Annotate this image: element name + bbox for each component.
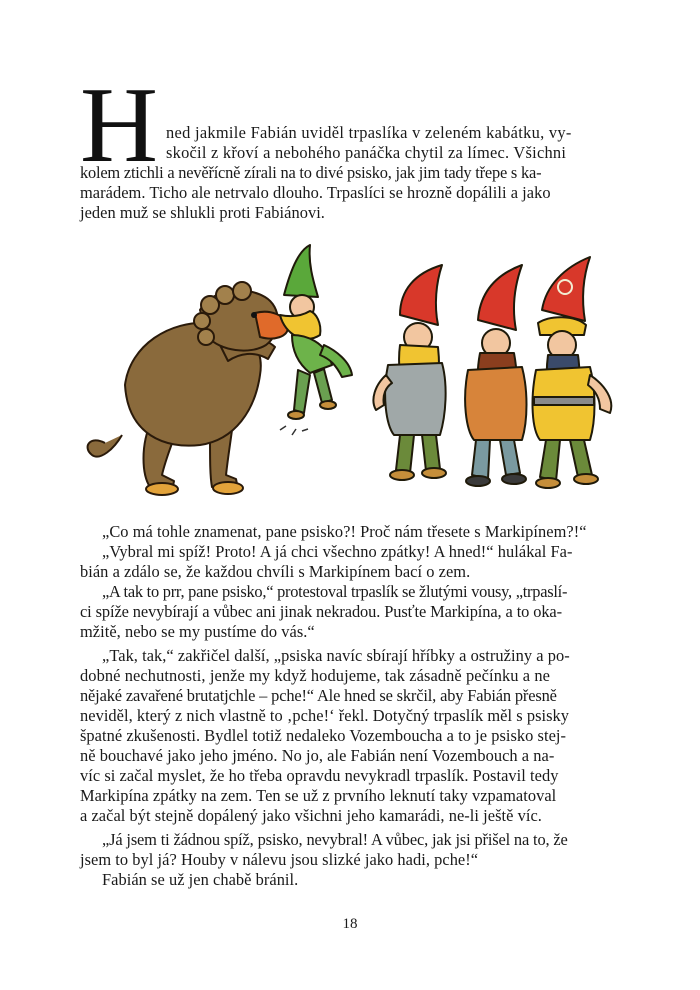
intro-line: kolem ztichli a nevěřícně zírali na to divé psisko, jak jim tady třepe s ka-: [80, 163, 542, 182]
text-line: „A tak to prr, pane psisko,“ protestoval trpaslík se žlutými vousy, „trpaslí-: [102, 582, 568, 601]
text-line: ně bouchavé jako jeho jméno. No jo, ale Fabián není Vozembouch a na-: [80, 746, 555, 765]
text-line: „Tak, tak,“ zakřičel další, „psiska navíc sbírají hříbky a ostružiny a po-: [102, 646, 570, 665]
intro-line: jeden muž se shlukli proti Fabiánovi.: [80, 203, 325, 222]
text-line: „Co má tohle znamenat, pane psisko?! Proč nám třesete s Markipínem?!“: [102, 522, 587, 541]
text-line: dobné nechutnosti, jenže my když hodujeme, tak zásadně pečínku a ne: [80, 666, 551, 685]
grabbed-gnome: [280, 245, 352, 435]
text-line: „Vybral mi spíž! Proto! A já chci všechno zpátky! A hned!“ hulákal Fa-: [102, 542, 573, 561]
text-line: špatné zkušenosti. Bydlel totiž nedaleko Vozemboucha a to je psisko stej-: [80, 726, 567, 745]
text-line: Fabián se už jen chabě bránil.: [102, 870, 299, 889]
intro-line: ned jakmile Fabián uviděl trpaslíka v zeleném kabátku, vy-: [166, 123, 572, 142]
gnome-brown-beard: [465, 265, 526, 486]
text-line: neviděl, který z nich vlastně to ‚pche!‘ řekl. Dotyčný trpaslík měl s psisky: [80, 706, 570, 725]
text-line: mžitě, nebo se my pustíme do vás.“: [80, 622, 315, 641]
dog-figure: [88, 282, 288, 495]
text-line: „Já jsem ti žádnou spíž, psisko, nevybral! A vůbec, jak jsi přišel na to, že: [102, 830, 568, 849]
text-line: bián a zdálo se, že každou chvíli s Markipínem bací o zem.: [80, 562, 471, 581]
intro-line: skočil z křoví a nebohého panáčka chytil za límec. Všichni: [166, 143, 567, 162]
illustration-dog-and-gnomes: [70, 235, 630, 510]
text-line: ci spíže nevybírají a vůbec ani jinak nekradou. Pusťte Markipína, a to oka-: [80, 602, 562, 621]
text-line: Markipína zpátky na zem. Ten se už z prvního leknutí taky vzpamatoval: [80, 786, 557, 805]
intro-line: marádem. Ticho ale netrvalo dlouho. Trpaslíci se hrozně dopálili a jako: [80, 183, 551, 202]
text-line: víc si začal myslet, že ho třeba opravdu nevykradl trpaslík. Postavil tedy: [80, 766, 559, 785]
text-line: jsem to byl já? Houby v nálevu jsou slizké jako hadi, pche!“: [80, 850, 479, 869]
text-line: a začal být stejně dopálený jako všichni jeho kamarádi, ne-li ještě víc.: [80, 806, 542, 825]
gnome-yellow-beard: [373, 265, 446, 480]
page-number: 18: [342, 916, 358, 932]
gnome-dark-beard: [533, 257, 612, 488]
drop-cap: H: [80, 66, 158, 185]
text-line: nějaké zavařené brutatjchle – pche!“ Ale hned se skrčil, aby Fabián přesně: [80, 686, 557, 705]
